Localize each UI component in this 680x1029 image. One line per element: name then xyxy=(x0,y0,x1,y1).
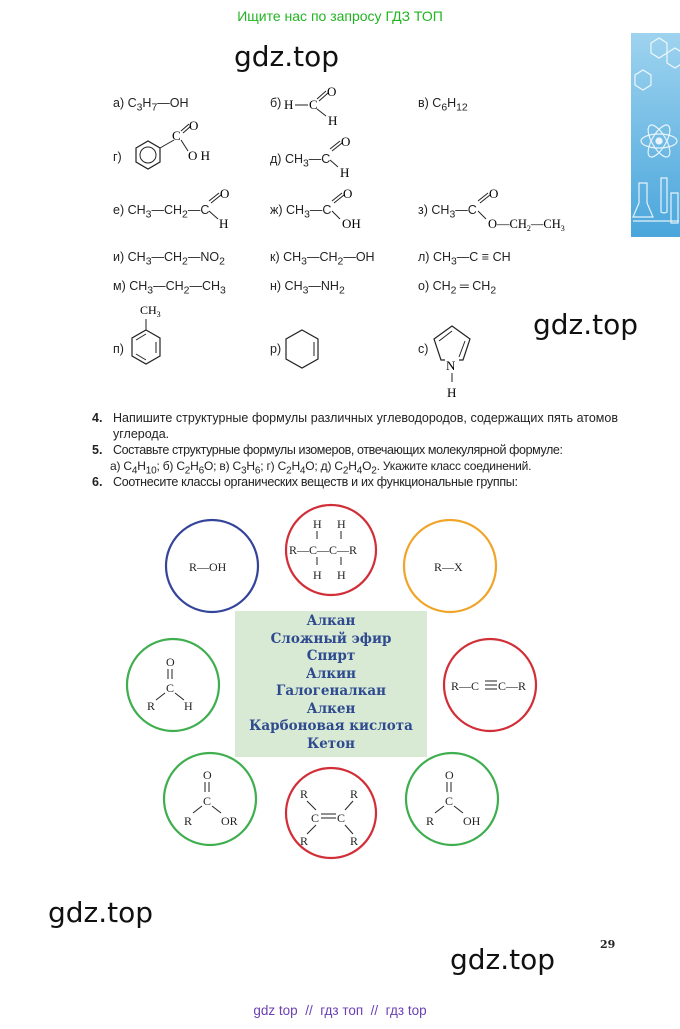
class-item: Галогеналкан xyxy=(276,683,386,699)
svg-text:C: C xyxy=(445,794,454,808)
svg-text:C—R: C—R xyxy=(498,679,527,693)
task-6-number: 6. xyxy=(92,475,103,489)
header-search-link[interactable]: Ищите нас по запросу ГДЗ ТОП xyxy=(237,8,443,24)
formula-n-label: н) xyxy=(270,279,282,293)
svg-text:O: O xyxy=(166,655,175,669)
task-4-text: Напишите структурные формулы различных углеводородов, содержащих пять атомов углерода. xyxy=(113,411,618,441)
svg-text:OH: OH xyxy=(463,814,481,828)
circle-alkyne-group xyxy=(444,639,536,731)
formula-k-label: к) xyxy=(270,250,280,264)
task-6-text: Соотнесите классы органических веществ и их функциональные группы: xyxy=(113,475,518,489)
svg-text:R: R xyxy=(350,834,359,848)
svg-text:O: O xyxy=(445,768,454,782)
svg-text:O: O xyxy=(189,118,199,133)
formula-zh-label: ж) xyxy=(270,203,283,217)
formula-b-label: б) xyxy=(270,96,282,110)
svg-text:H: H xyxy=(328,113,338,128)
task-5-suffix: Укажите класс соединений. xyxy=(382,459,532,473)
formula-d-label: д) xyxy=(270,152,282,166)
formula-d: д) $CH_3—C$ xyxy=(270,152,331,170)
svg-text:H: H xyxy=(313,568,322,582)
svg-text:R: R xyxy=(426,814,435,828)
watermark-2: gdz.top xyxy=(533,308,639,341)
formula-z-label: з) xyxy=(418,203,428,217)
formula-s-pyrrole xyxy=(428,320,478,402)
class-item: Сложный эфир xyxy=(270,630,392,647)
svg-text:C: C xyxy=(337,811,346,825)
class-item: Кетон xyxy=(306,735,356,752)
formula-n: н) $CH_3—NH_2$ xyxy=(270,279,345,297)
formula-zh-acid-group xyxy=(330,184,380,232)
svg-text:R: R xyxy=(184,814,193,828)
svg-text:OH: OH xyxy=(342,216,361,231)
svg-text:H: H xyxy=(219,216,229,231)
svg-text:R—OH: R—OH xyxy=(189,560,227,574)
svg-text:H: H xyxy=(184,699,193,713)
svg-text:O: O xyxy=(343,186,353,201)
class-item: Карбоновая кислота xyxy=(249,718,413,734)
circle-carboxylic-acid-group xyxy=(406,753,498,845)
functional-groups-diagram xyxy=(0,495,680,875)
formula-k: к) $CH_3—CH_2—OH$ xyxy=(270,250,375,268)
formula-e-label: е) xyxy=(113,203,125,217)
footer-links[interactable]: gdz top // гдз топ // гдз top xyxy=(253,1003,427,1018)
formula-v-label: в) xyxy=(418,96,429,110)
formula-m: м) $CH_3—CH_2—CH_3$ xyxy=(113,279,226,297)
watermark-4: gdz.top xyxy=(450,943,556,976)
formula-e: е) $CH_3—CH_2—C$ xyxy=(113,203,210,221)
formula-g-label: г) xyxy=(113,150,122,164)
task-4 xyxy=(92,410,622,441)
svg-text:C: C xyxy=(166,681,175,695)
svg-text:CH3: $CH_3$ xyxy=(140,303,161,319)
svg-text:C: C xyxy=(311,811,320,825)
circle-aldehyde-group xyxy=(127,639,219,731)
class-item: Алкен xyxy=(306,700,356,717)
page-number: 29 xyxy=(600,938,616,951)
svg-text:C: C xyxy=(172,128,181,143)
circle-ester-group xyxy=(164,753,256,845)
chemistry-decoration-image xyxy=(631,33,680,237)
task-5-text: Составьте структурные формулы изомеров, отвечающих молекулярной формуле: xyxy=(113,443,563,457)
formula-r-cyclohexene xyxy=(282,326,326,374)
formula-s-label: с) xyxy=(418,342,429,356)
svg-text:O H: O H xyxy=(188,148,211,163)
svg-text:O: O xyxy=(220,186,230,201)
svg-text:H: H xyxy=(313,517,322,531)
svg-text:N: N xyxy=(446,358,456,373)
formula-z-ester-group xyxy=(476,184,576,236)
formula-a-label: а) xyxy=(113,96,125,110)
svg-text:C: C xyxy=(309,97,318,112)
formula-b-aldehyde xyxy=(282,84,352,128)
formula-e-aldehyde-group xyxy=(206,184,246,232)
svg-text:H: H xyxy=(337,568,346,582)
circle-alkene-group xyxy=(286,768,376,858)
formula-d-aldehyde-group xyxy=(326,133,366,179)
svg-text:C: C xyxy=(203,794,212,808)
svg-text:R: R xyxy=(147,699,156,713)
svg-text:O: O xyxy=(327,84,337,99)
svg-text:O: O xyxy=(489,186,499,201)
svg-text:H: H xyxy=(447,385,457,400)
task-4-number: 4. xyxy=(92,411,103,425)
svg-text:OR: OR xyxy=(221,814,238,828)
formula-l: л) $CH_3—C$ ≡ CH xyxy=(418,250,511,268)
formula-g-benzoic-acid xyxy=(122,118,222,182)
task-5-number: 5. xyxy=(92,443,103,457)
formula-a: а) $C_3H_7—OH$ xyxy=(113,96,189,114)
svg-text:H: H xyxy=(284,97,294,112)
formula-i-label: и) xyxy=(113,250,125,264)
svg-text:R—C—C—R: R—C—C—R xyxy=(289,543,358,557)
svg-text:R—C: R—C xyxy=(451,679,480,693)
svg-text:H: H xyxy=(340,165,350,179)
svg-text:R—X: R—X xyxy=(434,560,463,574)
formula-l-label: л) xyxy=(418,250,430,264)
formula-zh: ж) $CH_3—C$ xyxy=(270,203,332,221)
class-item: Спирт xyxy=(306,648,356,664)
formula-o: о) $CH_2$ ═ $CH_2$ xyxy=(418,279,497,297)
formula-z: з) $CH_3—C$ xyxy=(418,203,477,221)
formula-i: и) $CH_3—CH_2—NO_2$ xyxy=(113,250,225,268)
svg-text:O: O xyxy=(203,768,212,782)
svg-text:R: R xyxy=(300,834,309,848)
formula-m-label: м) xyxy=(113,279,126,293)
task-5 xyxy=(92,442,632,458)
task-6 xyxy=(92,474,632,490)
formula-r-label: р) xyxy=(270,342,282,356)
svg-text:O—CH2—CH3: $O—CH_2—CH_3$ xyxy=(488,217,565,233)
class-item: Алкин xyxy=(305,665,357,682)
circle-alcohol-group xyxy=(166,520,258,612)
task-5-formulas: а) $C_4H_{10}$; б) $C_2H_6O$; в) $C_3H_6$; г) $C_2H_4O$; д) $C_2H_4O_2$. Укажите класс соединений. xyxy=(110,459,532,477)
svg-text:O: O xyxy=(341,134,351,149)
svg-text:R: R xyxy=(350,787,359,801)
formula-p-toluene xyxy=(122,302,172,374)
watermark-1: gdz.top xyxy=(234,40,340,73)
class-item: Алкан xyxy=(306,613,356,629)
circle-haloalkane-group xyxy=(404,520,496,612)
svg-text:H: H xyxy=(337,517,346,531)
svg-text:R: R xyxy=(300,787,309,801)
circle-alkane-group xyxy=(286,505,376,595)
watermark-3: gdz.top xyxy=(48,896,154,929)
formula-o-label: о) xyxy=(418,279,430,293)
formula-v: в) $C_6H_{12}$ xyxy=(418,96,468,114)
formula-p-label: п) xyxy=(113,342,124,356)
